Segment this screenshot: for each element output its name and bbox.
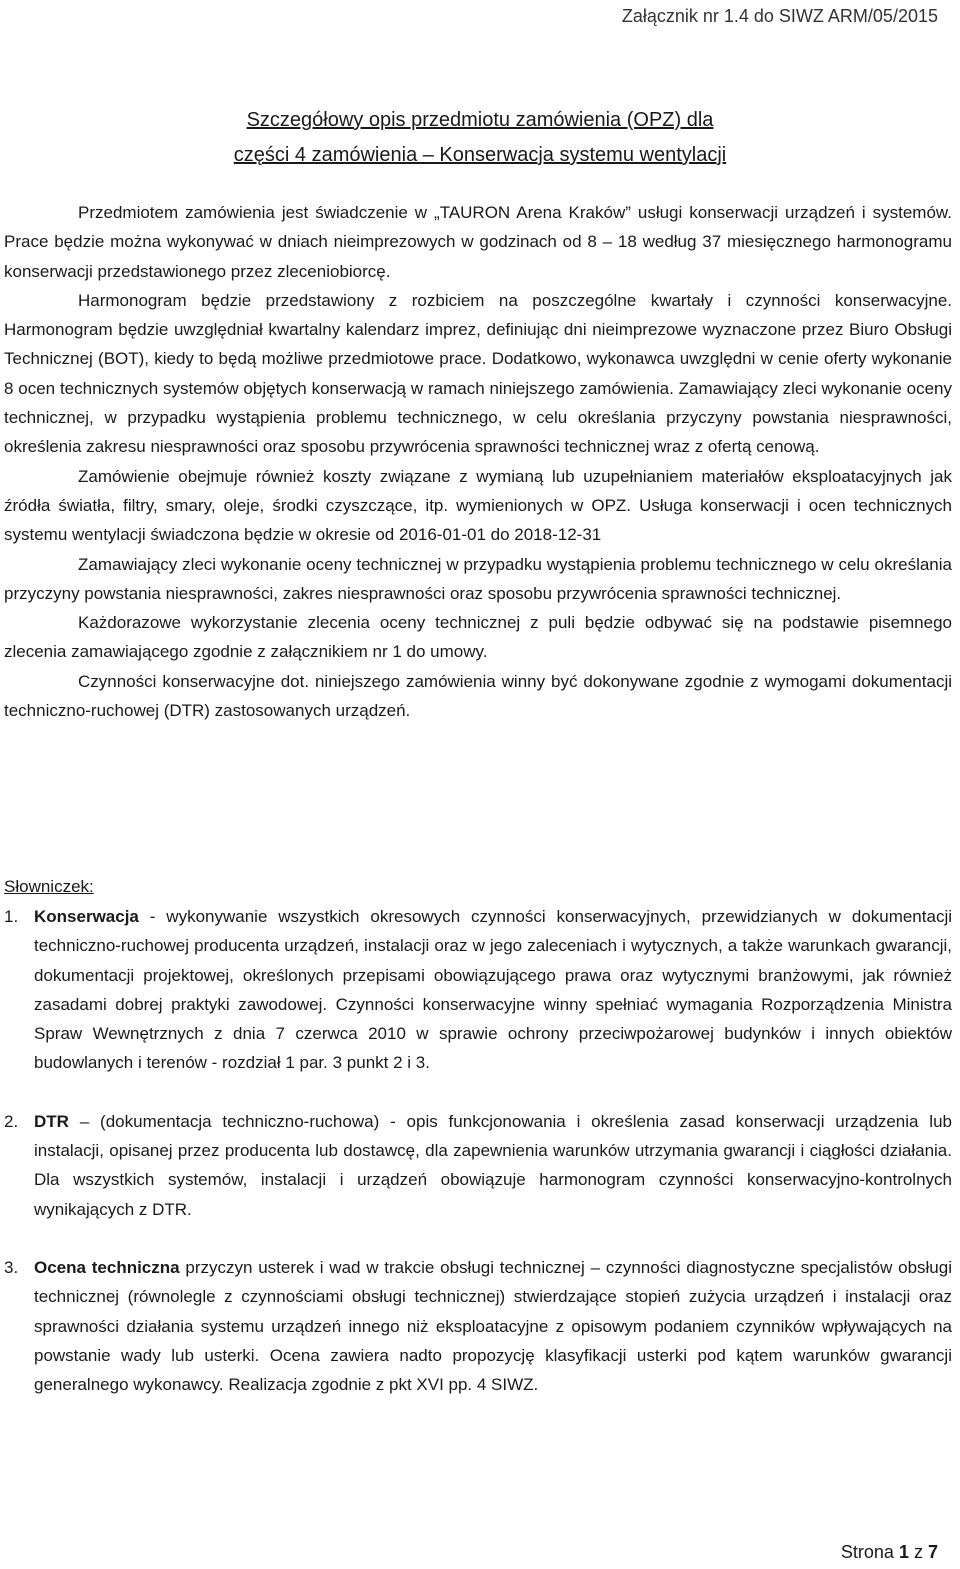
paragraph-dtr-requirements: Czynności konserwacyjne dot. niniejszego zamówienia winny być dokonywane zgodnie z wymogami dokumentacji techniczno-ruchowej (DTR) zastosowanych urządzeń. [4,671,952,721]
glossary-item-text [34,1253,952,1399]
document-body [4,198,952,725]
glossary-definition: przyczyn usterek i wad w trakcie obsługi technicznej – czynności diagnostyczne specjalistów obsługi technicznej (równolegle z czynnościami obsługi technicznej) stwierdzające stopień zużycia urządzeń i instalacji oraz sprawności działania systemu urządzeń innego niż eksploatacyjne z opisowym podaniem czynników wpływających na powstanie wady lub usterki. Ocena zawiera nadto propozycję klasyfikacji usterki pod kątem warunków gwarancji generalnego wykonawcy. Realizacja zgodnie z pkt XVI pp. 4 SIWZ. [34,1257,952,1395]
paragraph-order-basis: Każdorazowe wykorzystanie zlecenia oceny technicznej z puli będzie odbywać się na podstawie pisemnego zlecenia zamawiającego zgodnie z załącznikiem nr 1 do umowy. [4,613,952,662]
title-line-1: Szczegółowy opis przedmiotu zamówienia (OPZ) dla [246,109,714,131]
glossary-item-text [34,1107,952,1224]
paragraph-scope: Przedmiotem zamówienia jest świadczenie w „TAURON Arena Kraków” usługi konserwacji urządzeń i systemów. Prace będzie można wykonywać w dniach nieimprezowych w godzinach od 8 – 18 według 37 miesięcznego harmonogramu konserwacji przedstawionego przez zleceniobiorcę. [4,203,952,281]
page-footer [841,1538,938,1567]
page-label: Strona [840,1541,894,1562]
page-number: 1 [898,1541,909,1562]
glossary-definition: – (dokumentacja techniczno-ruchowa) - opis funkcjonowania i określenia zasad konserwacji urządzenia lub instalacji, opisanej przez producenta lub dostawcę, dla zapewnienia warunków utrzymania gwarancji i ciągłości działania. Dla wszystkich systemów, instalacji i urządzeń obowiązuje harmonogram czynności konserwacyjno-kontrolnych wynikających z DTR. [34,1111,952,1219]
document-title [0,103,960,173]
glossary-item-text [34,902,952,1078]
glossary-item-number: 3. [4,1257,19,1277]
paragraph-technical-assessment: Zamawiający zleci wykonanie oceny technicznej w przypadku wystąpienia problemu technicznego w celu określania przyczyny powstania niesprawności, zakres niesprawności oraz sposobu przywrócenia sprawności technicznej. [4,554,952,603]
glossary-item-number: 1. [4,907,19,926]
glossary-term: DTR [34,1111,69,1131]
glossary-item-number: 2. [4,1111,19,1131]
glossary-term: Ocena techniczna [34,1257,180,1277]
glossary-item [4,1107,952,1224]
glossary-definition: - wykonywanie wszystkich okresowych czynności konserwacyjnych, przewidzianych w dokumentacji techniczno-ruchowej producenta urządzeń, instalacji oraz w jego zaleceniach i wytycznych, a także warunkach gwarancji, dokumentacji projektowej, określonych przepisami obowiązującego prawa oraz wytycznymi branżowymi, jak również zasadami dobrej praktyki zawodowej. Czynności konserwacyjne winny spełniać wymagania Rozporządzenia Ministra Spraw Wewnętrznych z dnia 7 czerwca 2010 w sprawie ochrony przeciwpożarowej budynków i innych obiektów budowlanych i terenów - rozdział 1 par. 3 punkt 2 i 3. [34,907,952,1073]
title-line-2: części 4 zamówienia – Konserwacja systemu wentylacji [233,144,727,166]
paragraph-schedule: Harmonogram będzie przedstawiony z rozbiciem na poszczególne kwartały i czynności konserwacyjne. Harmonogram będzie uwzględniał kwartalny kalendarz imprez, definiując dni nieimprezowe wyznaczone przez Biuro Obsługi Technicznej (BOT), kiedy to będą możliwe przedmiotowe prace. Dodatkowo, wykonawca uwzględni w cenie oferty wykonanie 8 ocen technicznych systemów objętych konserwacją w ramach niniejszego zamówienia. Zamawiający zleci wykonanie oceny technicznej, w przypadku wystąpienia problemu technicznego, w celu określania przyczyny powstania niesprawności, określenia zakresu niesprawności oraz sposobu przywrócenia sprawności technicznej wraz z ofertą cenową. [4,290,952,457]
glossary-title: Słowniczek: [4,877,94,896]
glossary-term: Konserwacja [34,907,139,926]
glossary-item [4,902,952,1078]
page-total: 7 [927,1541,938,1562]
glossary-list [4,902,952,1428]
paragraph-materials: Zamówienie obejmuje również koszty związane z wymianą lub uzupełnianiem materiałów eksploatacyjnych jak źródła światła, filtry, smary, oleje, środki czyszczące, itp. wymienionych w OPZ. Usługa konserwacji i ocen technicznych systemu wentylacji świadczona będzie w okresie od 2016-01-01 do 2018-12-31 [4,466,952,545]
attachment-reference: Załącznik nr 1.4 do SIWZ ARM/05/2015 [621,6,938,26]
page-of: z [913,1541,923,1562]
glossary-item [4,1253,952,1399]
